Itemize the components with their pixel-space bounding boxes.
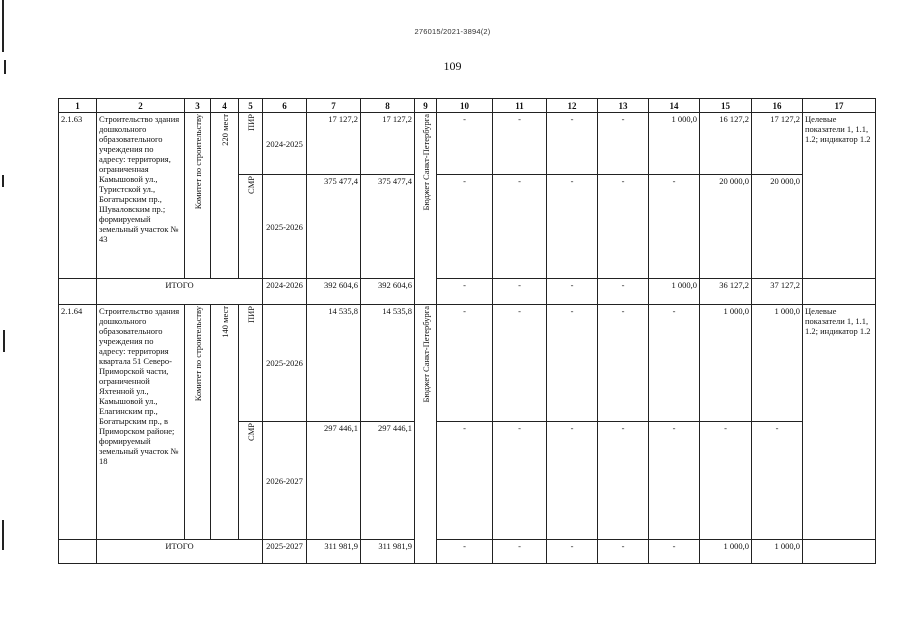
- capacity-cell: [211, 113, 239, 279]
- stage-type-cell: [239, 175, 263, 279]
- header-cell: 13: [598, 99, 649, 113]
- stage-value: -: [437, 175, 493, 279]
- stage-value: -: [547, 422, 598, 540]
- stage-value: -: [598, 175, 649, 279]
- header-cell: 11: [493, 99, 547, 113]
- stage-period: 2024-2025: [263, 113, 307, 175]
- header-cell: 1: [59, 99, 97, 113]
- budget-cell: [415, 113, 437, 305]
- target-indicators: Целевые показатели 1, 1.1, 1.2; индикатор 1.2: [803, 113, 876, 279]
- table-row: [59, 113, 876, 175]
- document-number: 276015/2021-3894(2): [414, 27, 491, 36]
- stage-value: 1 000,0: [752, 305, 803, 422]
- stage-value: 1 000,0: [700, 305, 752, 422]
- header-cell: 15: [700, 99, 752, 113]
- stage-value: -: [493, 305, 547, 422]
- total-value: 392 604,6: [361, 279, 415, 305]
- stage-value: 1 000,0: [649, 113, 700, 175]
- target-indicators: Целевые показатели 1, 1.1, 1.2; индикатор 1.2: [803, 305, 876, 540]
- total-value: -: [493, 279, 547, 305]
- stage-value: 297 446,1: [307, 422, 361, 540]
- stage-period: 2025-2026: [263, 175, 307, 279]
- project-code: 2.1.64: [59, 305, 97, 540]
- customer-cell: [185, 305, 211, 540]
- stage-value: 17 127,2: [361, 113, 415, 175]
- total-value: -: [547, 279, 598, 305]
- stage-value: 17 127,2: [307, 113, 361, 175]
- empty-cell: [803, 279, 876, 305]
- total-value: 1 000,0: [700, 540, 752, 564]
- header-cell: 12: [547, 99, 598, 113]
- stage-value: -: [649, 305, 700, 422]
- stage-value: -: [649, 422, 700, 540]
- stage-type: СМР: [245, 176, 256, 194]
- total-value: -: [437, 540, 493, 564]
- stage-type: ПИР: [245, 114, 256, 132]
- stage-type: СМР: [245, 423, 256, 441]
- total-value: 311 981,9: [307, 540, 361, 564]
- stage-value: -: [700, 422, 752, 540]
- stage-value: -: [493, 422, 547, 540]
- stage-value: -: [437, 422, 493, 540]
- stage-type-cell: [239, 305, 263, 422]
- total-value: 37 127,2: [752, 279, 803, 305]
- stage-value: 375 477,4: [307, 175, 361, 279]
- customer-cell: [185, 113, 211, 279]
- page-number: 109: [443, 59, 462, 73]
- header-cell: 10: [437, 99, 493, 113]
- stage-value: 16 127,2: [700, 113, 752, 175]
- total-value: 36 127,2: [700, 279, 752, 305]
- total-period: 2025-2027: [263, 540, 307, 564]
- header-row: [59, 99, 876, 113]
- stage-value: -: [547, 175, 598, 279]
- total-value: -: [493, 540, 547, 564]
- stage-value: -: [493, 175, 547, 279]
- total-value: -: [649, 540, 700, 564]
- stage-value: 20 000,0: [752, 175, 803, 279]
- stage-value: 17 127,2: [752, 113, 803, 175]
- stage-period: 2025-2026: [263, 305, 307, 422]
- budget-cell: [415, 305, 437, 564]
- budget-label: Бюджет Санкт-Петербурга: [420, 114, 431, 211]
- customer-label: Комитет по строительству: [192, 306, 203, 402]
- stage-value: -: [493, 113, 547, 175]
- total-value: 392 604,6: [307, 279, 361, 305]
- total-label: ИТОГО: [97, 279, 263, 305]
- stage-value: -: [598, 305, 649, 422]
- capacity-label: 140 мест: [219, 306, 230, 338]
- header-cell: 17: [803, 99, 876, 113]
- total-value: -: [598, 540, 649, 564]
- program-table: [58, 98, 876, 564]
- total-value: -: [437, 279, 493, 305]
- stage-value: 14 535,8: [361, 305, 415, 422]
- stage-value: 20 000,0: [700, 175, 752, 279]
- stage-value: -: [437, 305, 493, 422]
- empty-cell: [803, 540, 876, 564]
- project-code: 2.1.63: [59, 113, 97, 279]
- empty-cell: [59, 540, 97, 564]
- empty-cell: [59, 279, 97, 305]
- header-cell: 3: [185, 99, 211, 113]
- stage-type: ПИР: [245, 306, 256, 324]
- stage-value: 375 477,4: [361, 175, 415, 279]
- stage-value: 14 535,8: [307, 305, 361, 422]
- header-cell: 6: [263, 99, 307, 113]
- capacity-label: 220 мест: [219, 114, 230, 146]
- stage-value: -: [752, 422, 803, 540]
- total-period: 2024-2026: [263, 279, 307, 305]
- stage-type-cell: [239, 113, 263, 175]
- header-cell: 8: [361, 99, 415, 113]
- header-cell: 5: [239, 99, 263, 113]
- header-cell: 16: [752, 99, 803, 113]
- project-description: Строительство здания дошкольного образовательного учреждения по адресу: территория квартала 51 Северо-Приморской части, ограниченной Яхтенной ул., Камышовой ул., Елагинским пр., Богатырским пр., в Приморском районе; формируемый земельный участок № 18: [97, 305, 185, 540]
- total-row: [59, 279, 876, 305]
- stage-type-cell: [239, 422, 263, 540]
- header-cell: 9: [415, 99, 437, 113]
- total-value: -: [598, 279, 649, 305]
- stage-value: -: [437, 113, 493, 175]
- customer-label: Комитет по строительству: [192, 114, 203, 210]
- budget-label: Бюджет Санкт-Петербурга: [420, 306, 431, 403]
- binder-edge-marks: [0, 0, 8, 640]
- header-cell: 4: [211, 99, 239, 113]
- stage-value: -: [649, 175, 700, 279]
- header-cell: 2: [97, 99, 185, 113]
- total-value: 1 000,0: [752, 540, 803, 564]
- total-value: 1 000,0: [649, 279, 700, 305]
- total-value: 311 981,9: [361, 540, 415, 564]
- total-value: -: [547, 540, 598, 564]
- project-description: Строительство здания дошкольного образовательного учреждения по адресу: территория, ограниченная Камышовой ул., Туристской ул., Богатырским пр., Шуваловским пр.; формируемый земельный участок № 43: [97, 113, 185, 279]
- stage-value: 297 446,1: [361, 422, 415, 540]
- header-cell: 7: [307, 99, 361, 113]
- stage-value: -: [598, 422, 649, 540]
- table-row: [59, 305, 876, 422]
- capacity-cell: [211, 305, 239, 540]
- stage-period: 2026-2027: [263, 422, 307, 540]
- total-label: ИТОГО: [97, 540, 263, 564]
- header-cell: 14: [649, 99, 700, 113]
- stage-value: -: [547, 305, 598, 422]
- total-row: [59, 540, 876, 564]
- stage-value: -: [547, 113, 598, 175]
- stage-value: -: [598, 113, 649, 175]
